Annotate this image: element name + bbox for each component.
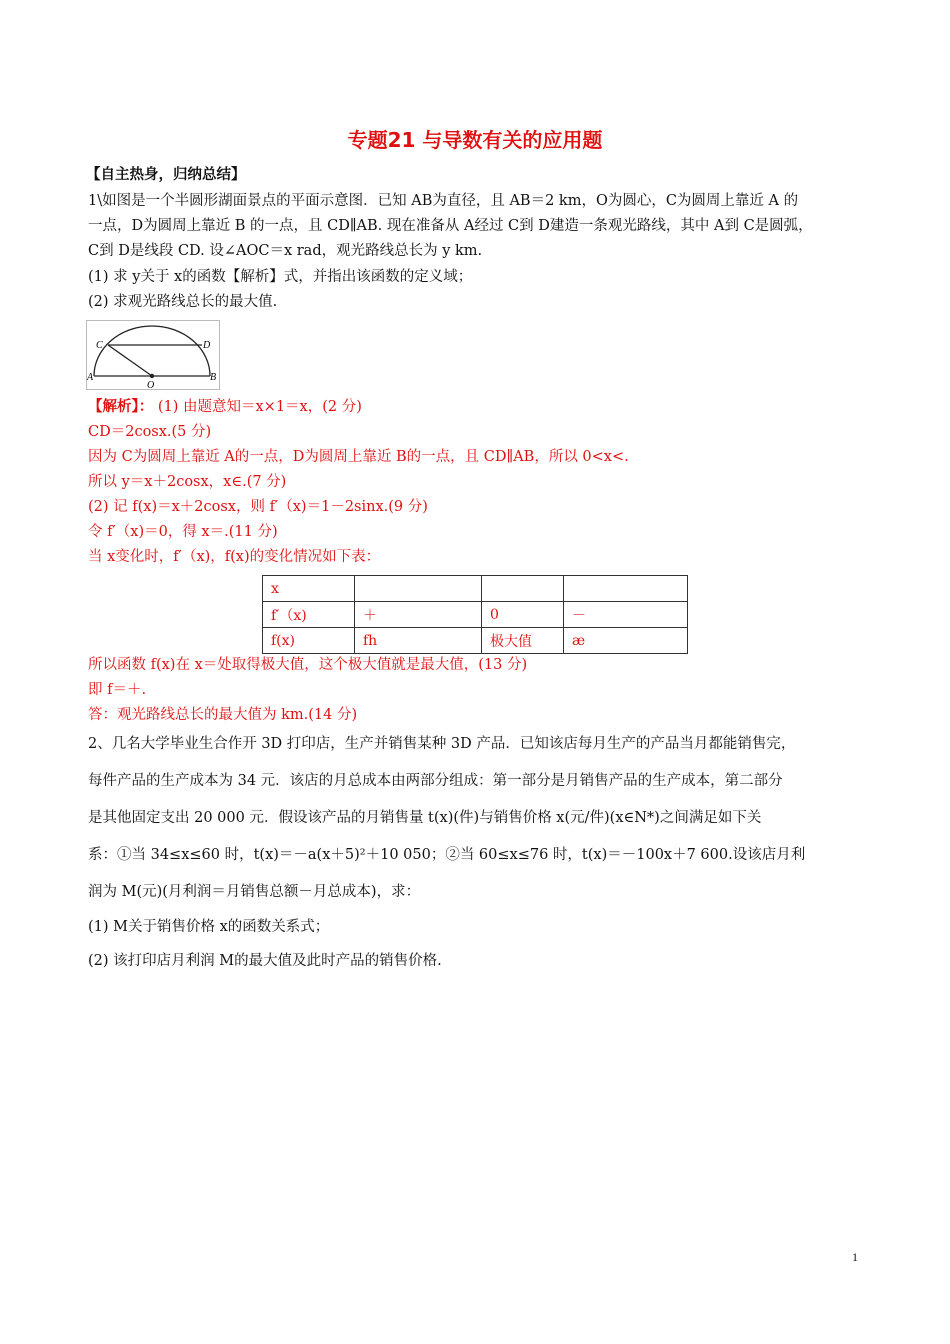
problem2-line: (1) M关于销售价格 x的函数关系式； (88, 919, 330, 935)
problem2-line: 2、几名大学毕业生合作开 3D 打印店，生产并销售某种 3D 产品．已知该店每月生产的产品当月都能销售完， (88, 736, 796, 752)
solution1-line: 因为 C为圆周上靠近 A的一点，D为圆周上靠近 B的一点，且 CD∥AB，所以 0<x<. (88, 449, 629, 465)
solution1-line: 令 f′（x)＝0，得 x＝.(11 分) (88, 524, 278, 540)
solution1-after-line: 即 f＝＋. (88, 682, 147, 698)
table-cell: x (263, 576, 355, 602)
problem2-line: 是其他固定支出 20 000 元．假设该产品的月销售量 t(x)(件)与销售价格 x(元/件)(x∈N*)之间满足如下关 (88, 810, 762, 826)
solution1-line: (2) 记 f(x)＝x＋2cosx，则 f′（x)＝1－2sinx.(9 分) (88, 499, 428, 515)
problem2-line: (2) 该打印店月利润 M的最大值及此时产品的销售价格. (88, 953, 442, 969)
label-a: A (87, 372, 94, 383)
radius-oc (108, 345, 152, 376)
table-row (263, 576, 688, 602)
table-cell: æ (564, 628, 688, 654)
table-cell: 0 (482, 602, 564, 628)
table-cell: ＋ (355, 602, 482, 628)
solution-label: 【解析】： (88, 398, 154, 415)
table-cell: f′（x) (263, 602, 355, 628)
table-cell (482, 576, 564, 602)
table-cell (564, 576, 688, 602)
solution1-after-line: 所以函数 f(x)在 x＝处取得极大值，这个极大值就是最大值，(13 分) (88, 657, 528, 673)
problem1-line: 1\如图是一个半圆形湖面景点的平面示意图．已知 AB为直径，且 AB＝2 km，O为圆心，C为圆周上靠近 A 的 (88, 193, 799, 209)
problem1-line: (2) 求观光路线总长的最大值. (88, 294, 278, 310)
solution-text: (1) 由题意知＝x×1＝x，(2 分) (157, 399, 362, 415)
solution1-first-line (88, 397, 362, 417)
table-row (263, 602, 688, 628)
table-cell: － (564, 602, 688, 628)
center-point (150, 374, 154, 378)
page-number: 1 (852, 1250, 858, 1264)
solution1-line: 当 x变化时，f′（x)，f(x)的变化情况如下表： (88, 549, 381, 565)
problem2-line: 系：①当 34≤x≤60 时，t(x)＝－a(x＋5)²＋10 050；②当 60≤x≤76 时，t(x)＝－100x＋7 600.设该店月利 (88, 847, 806, 863)
table-cell (355, 576, 482, 602)
solution1-after-line: 答：观光路线总长的最大值为 km.(14 分) (88, 707, 358, 723)
table-cell: f(x) (263, 628, 355, 654)
section-heading: 【自主热身，归纳总结】 (86, 167, 246, 183)
problem1-line: 一点，D为圆周上靠近 B 的一点，且 CD∥AB. 现在准备从 A经过 C到 D建造一条观光路线，其中 A到 C是圆弧， (88, 218, 813, 234)
variation-table (262, 575, 688, 654)
table-cell: fh (355, 628, 482, 654)
solution1-line: 所以 y＝x＋2cosx，x∈.(7 分) (88, 474, 287, 490)
problem2-line: 每件产品的生产成本为 34 元．该店的月总成本由两部分组成：第一部分是月销售产品的生产成本，第二部分 (88, 773, 783, 789)
label-d: D (203, 340, 211, 351)
table-cell: 极大值 (482, 628, 564, 654)
solution1-line: CD＝2cosx.(5 分) (88, 424, 212, 440)
label-b: B (210, 372, 217, 383)
semicircle-figure (86, 320, 220, 390)
table-row (263, 628, 688, 654)
page-title: 专题21 与导数有关的应用题 (347, 128, 603, 152)
problem1-line: C到 D是线段 CD. 设∠AOC＝x rad，观光路线总长为 y km. (88, 243, 483, 259)
label-c: C (96, 340, 103, 351)
problem1-line: (1) 求 y关于 x的函数【解析】式，并指出该函数的定义域； (88, 269, 473, 285)
label-o: O (147, 380, 155, 390)
semicircle-arc (94, 326, 210, 376)
problem2-line: 润为 M(元)(月利润＝月销售总额－月总成本)，求： (88, 884, 421, 900)
